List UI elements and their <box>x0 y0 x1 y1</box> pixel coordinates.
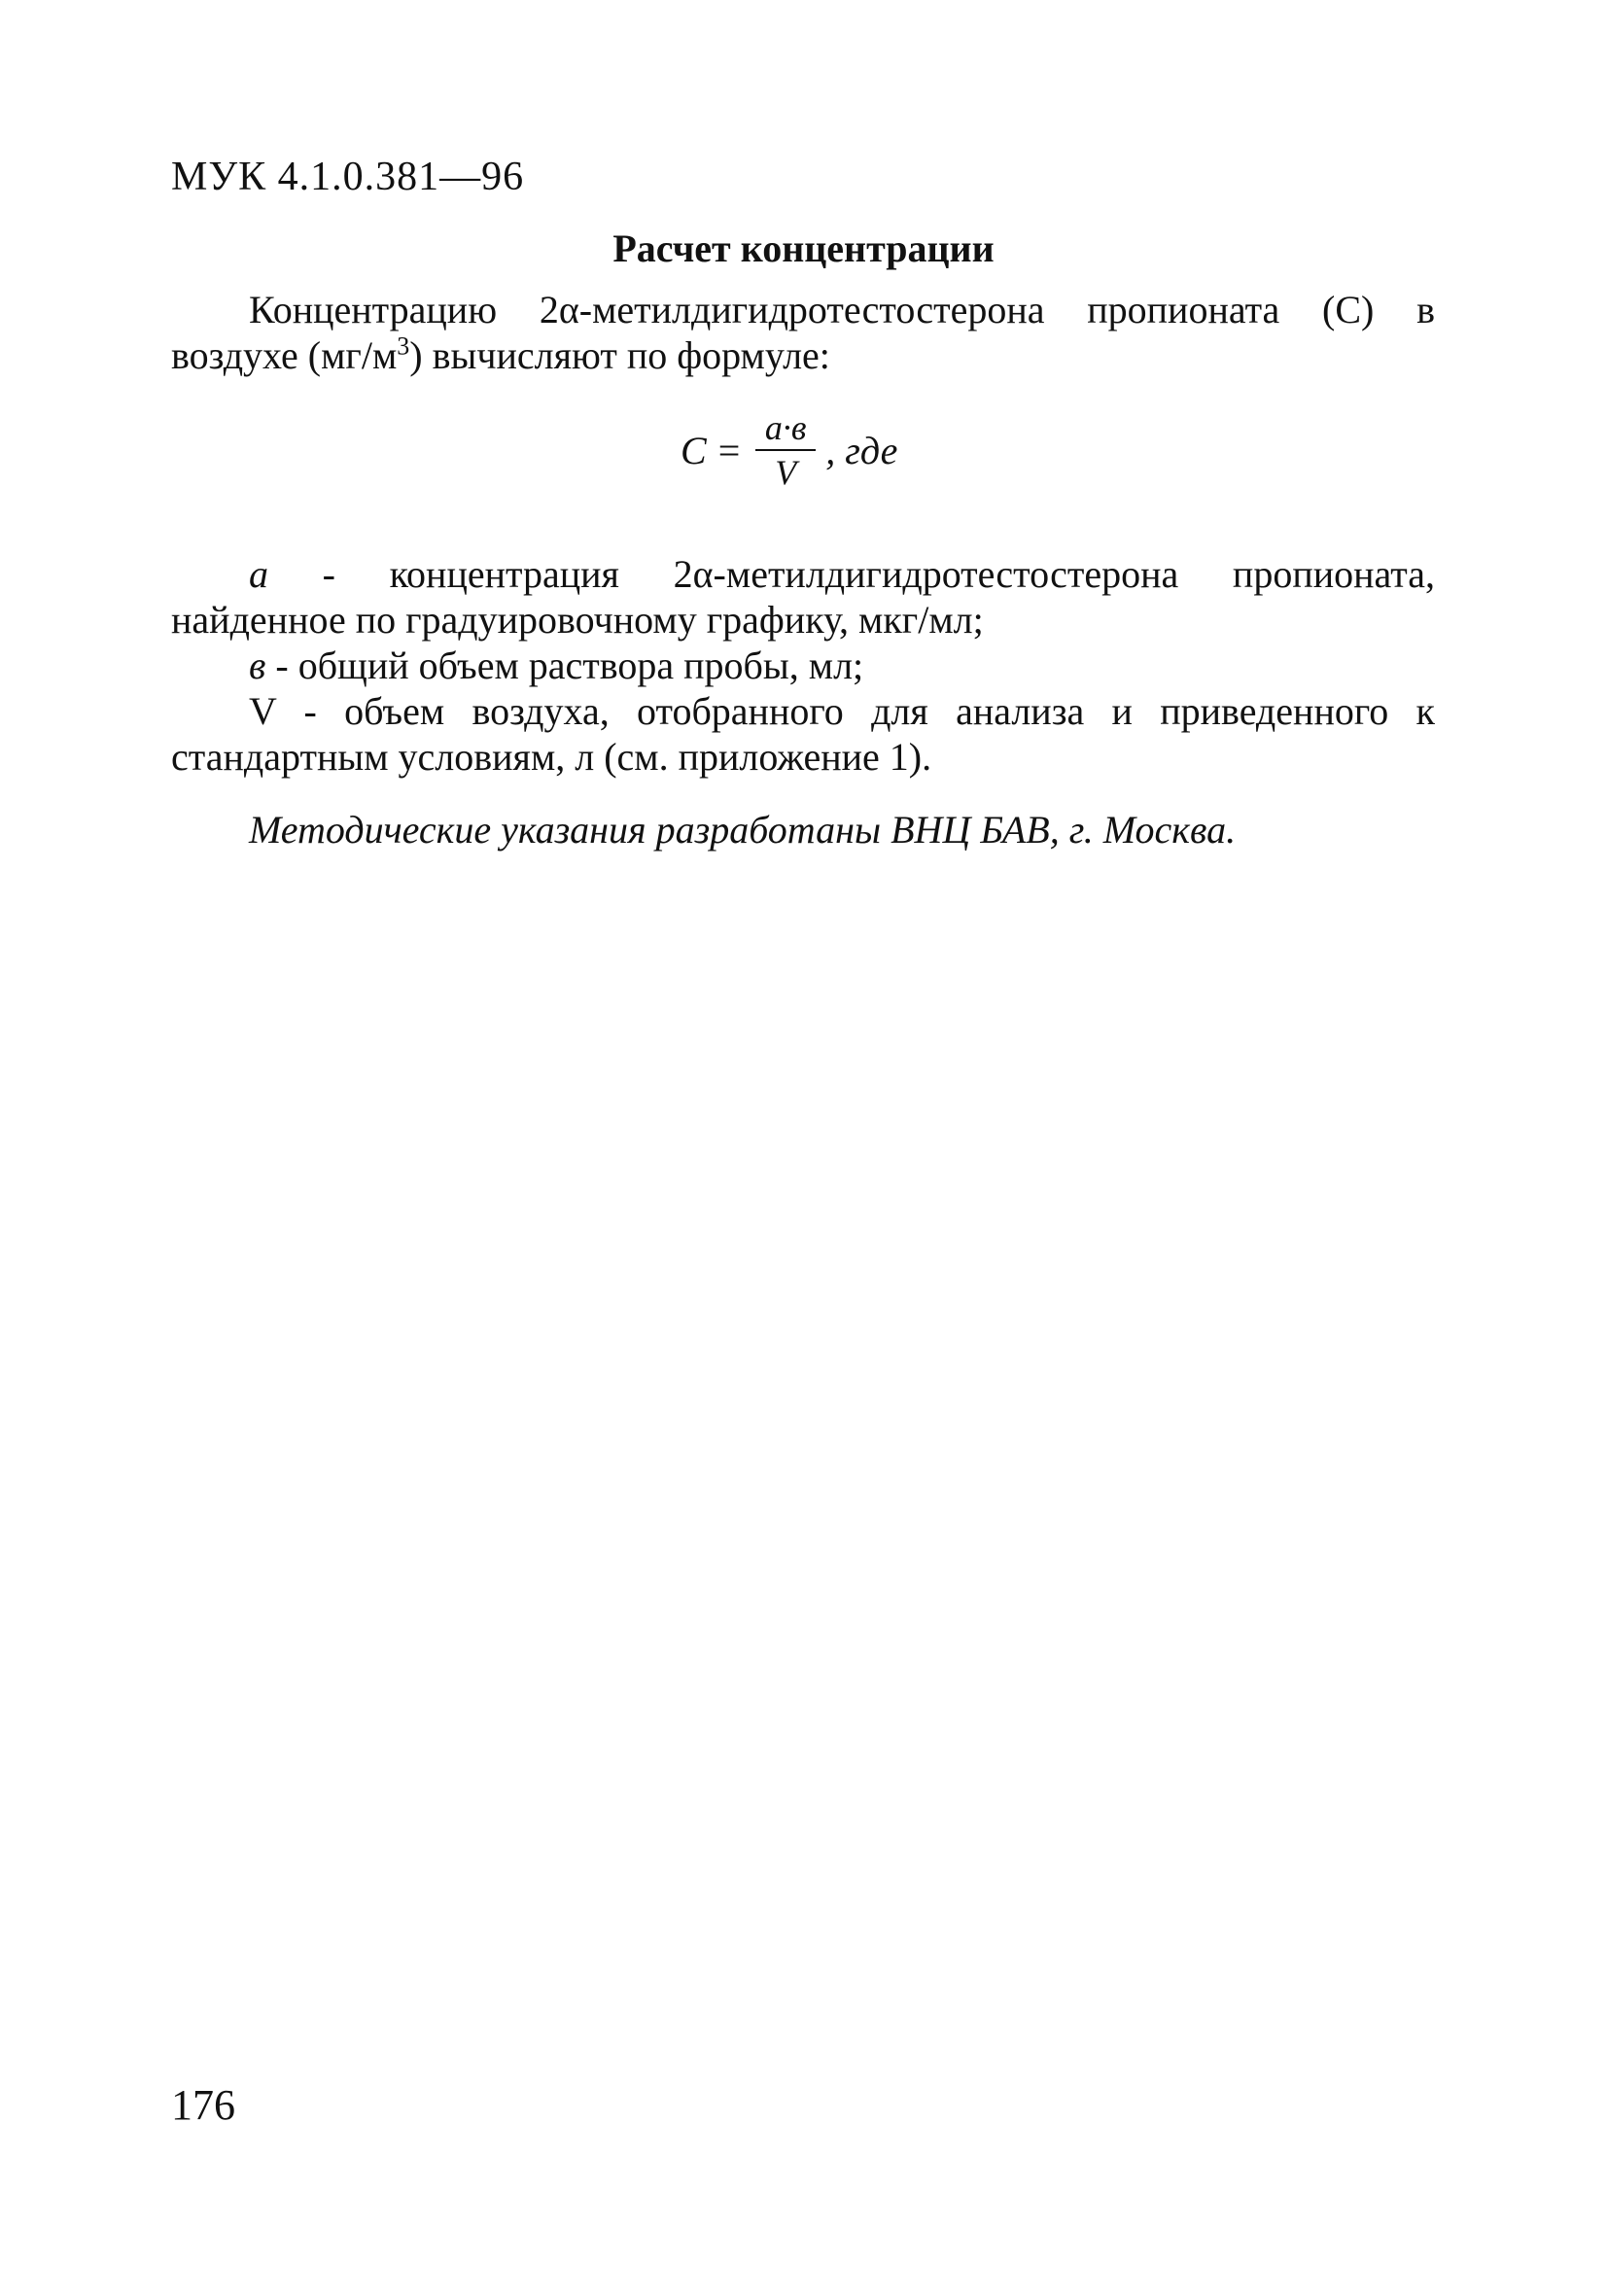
intro-superscript: 3 <box>397 331 410 361</box>
definition-item <box>171 688 1435 780</box>
definition-text: - общий объем раствора пробы, мл; <box>265 644 864 687</box>
formula-fraction <box>755 408 816 492</box>
formula-denominator: V <box>775 453 797 492</box>
definition-symbol: в <box>249 644 266 687</box>
definition-text: - объем воздуха, отобранного для анализа и приведенного к стандартным условиям, л (см. приложение 1). <box>171 689 1435 779</box>
page-number: 176 <box>171 2081 235 2129</box>
formula-numerator: a·в <box>764 408 807 447</box>
intro-tail: ) вычисляют по формуле: <box>409 333 830 377</box>
formula-equals: = <box>717 428 741 472</box>
formula-suffix: , где <box>825 428 898 472</box>
intro-text: Концентрацию 2α-метилдигидротестостерона пропионата (С) в воздухе (мг/м <box>171 288 1435 377</box>
document-code: МУК 4.1.0.381—96 <box>171 155 525 199</box>
concentration-formula <box>681 408 897 492</box>
fraction-bar <box>755 449 816 451</box>
definition-symbol: a <box>249 552 268 596</box>
intro-paragraph <box>171 287 1435 378</box>
formula-lhs: C <box>681 428 707 472</box>
definitions-list <box>171 551 1435 780</box>
definition-text: - концентрация 2α-метилдигидротестостерона пропионата, найденное по градуировочному графику, мкг/мл; <box>171 552 1435 642</box>
credit-line: Методические указания разработаны ВНЦ БАВ, г. Москва. <box>249 808 1237 852</box>
section-title: Расчет концентрации <box>612 226 995 270</box>
definition-symbol: V <box>249 689 277 733</box>
definition-item <box>171 551 1435 643</box>
definition-item <box>171 643 1435 688</box>
